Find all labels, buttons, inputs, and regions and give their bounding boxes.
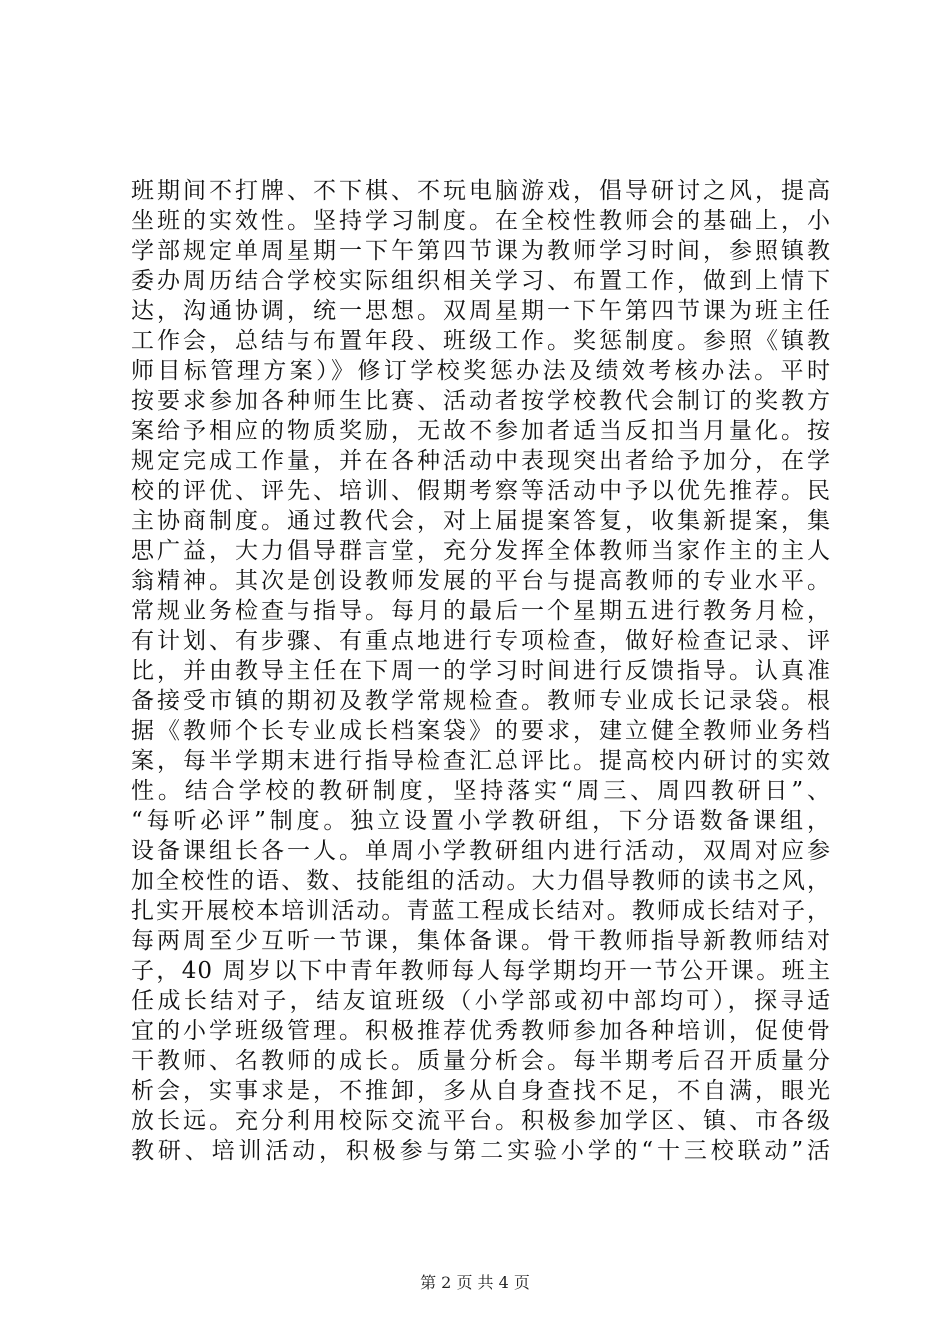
body-line: “每听必评”制度。独立设置小学教研组，下分语数备课组， bbox=[131, 808, 831, 834]
body-line: 主协商制度。通过教代会，对上届提案答复，收集新提案，集 bbox=[131, 508, 831, 534]
body-line: 教研、培训活动，积极参与第二实验小学的“十三校联动”活 bbox=[131, 1138, 831, 1164]
body-line: 委办周历结合学校实际组织相关学习、布置工作，做到上情下 bbox=[131, 268, 831, 294]
body-line: 规定完成工作量，并在各种活动中表现突出者给予加分，在学 bbox=[131, 448, 831, 474]
body-line: 每两周至少互听一节课，集体备课。骨干教师指导新教师结对 bbox=[131, 928, 831, 954]
body-line: 放长远。充分利用校际交流平台。积极参加学区、镇、市各级 bbox=[131, 1108, 831, 1134]
body-line: 据《教师个长专业成长档案袋》的要求，建立健全教师业务档 bbox=[131, 718, 831, 744]
body-line: 翁精神。其次是创设教师发展的平台与提高教师的专业水平。 bbox=[131, 568, 831, 594]
body-line: 按要求参加各种师生比赛、活动者按学校教代会制订的奖教方 bbox=[131, 388, 831, 414]
body-line: 坐班的实效性。坚持学习制度。在全校性教师会的基础上，小 bbox=[131, 208, 831, 234]
body-line: 有计划、有步骤、有重点地进行专项检查，做好检查记录、评 bbox=[131, 628, 831, 654]
body-line: 思广益，大力倡导群言堂，充分发挥全体教师当家作主的主人 bbox=[131, 538, 831, 564]
body-line: 干教师、名教师的成长。质量分析会。每半期考后召开质量分 bbox=[131, 1048, 831, 1074]
body-line: 扎实开展校本培训活动。青蓝工程成长结对。教师成长结对子， bbox=[131, 898, 831, 924]
body-line: 案给予相应的物质奖励，无故不参加者适当反扣当月量化。按 bbox=[131, 418, 831, 444]
body-line: 备接受市镇的期初及教学常规检查。教师专业成长记录袋。根 bbox=[131, 688, 831, 714]
body-line: 子，40 周岁以下中青年教师每人每学期均开一节公开课。班主 bbox=[131, 958, 831, 984]
document-body bbox=[131, 176, 831, 1166]
body-line: 案，每半学期末进行指导检查汇总评比。提高校内研讨的实效 bbox=[131, 748, 831, 774]
body-line: 校的评优、评先、培训、假期考察等活动中予以优先推荐。民 bbox=[131, 478, 831, 504]
body-line: 加全校性的语、数、技能组的活动。大力倡导教师的读书之风， bbox=[131, 868, 831, 894]
body-line: 常规业务检查与指导。每月的最后一个星期五进行教务月检， bbox=[131, 598, 831, 624]
body-line: 学部规定单周星期一下午第四节课为教师学习时间，参照镇教 bbox=[131, 238, 831, 264]
page-footer: 第 2 页 共 4 页 bbox=[420, 1273, 530, 1292]
body-line: 工作会，总结与布置年段、班级工作。奖惩制度。参照《镇教 bbox=[131, 328, 831, 354]
body-line: 比，并由教导主任在下周一的学习时间进行反馈指导。认真准 bbox=[131, 658, 831, 684]
body-line: 班期间不打牌、不下棋、不玩电脑游戏，倡导研讨之风，提高 bbox=[131, 178, 831, 204]
body-line: 师目标管理方案）》修订学校奖惩办法及绩效考核办法。平时 bbox=[131, 358, 831, 384]
body-line: 析会，实事求是，不推卸，多从自身查找不足，不自满，眼光 bbox=[131, 1078, 831, 1104]
body-line: 任成长结对子，结友谊班级（小学部或初中部均可），探寻适 bbox=[131, 988, 831, 1014]
body-line: 宜的小学班级管理。积极推荐优秀教师参加各种培训，促使骨 bbox=[131, 1018, 831, 1044]
body-line: 设备课组长各一人。单周小学教研组内进行活动，双周对应参 bbox=[131, 838, 831, 864]
body-line: 达，沟通协调，统一思想。双周星期一下午第四节课为班主任 bbox=[131, 298, 831, 324]
body-line: 性。结合学校的教研制度，坚持落实“周三、周四教研日”、 bbox=[131, 778, 831, 804]
